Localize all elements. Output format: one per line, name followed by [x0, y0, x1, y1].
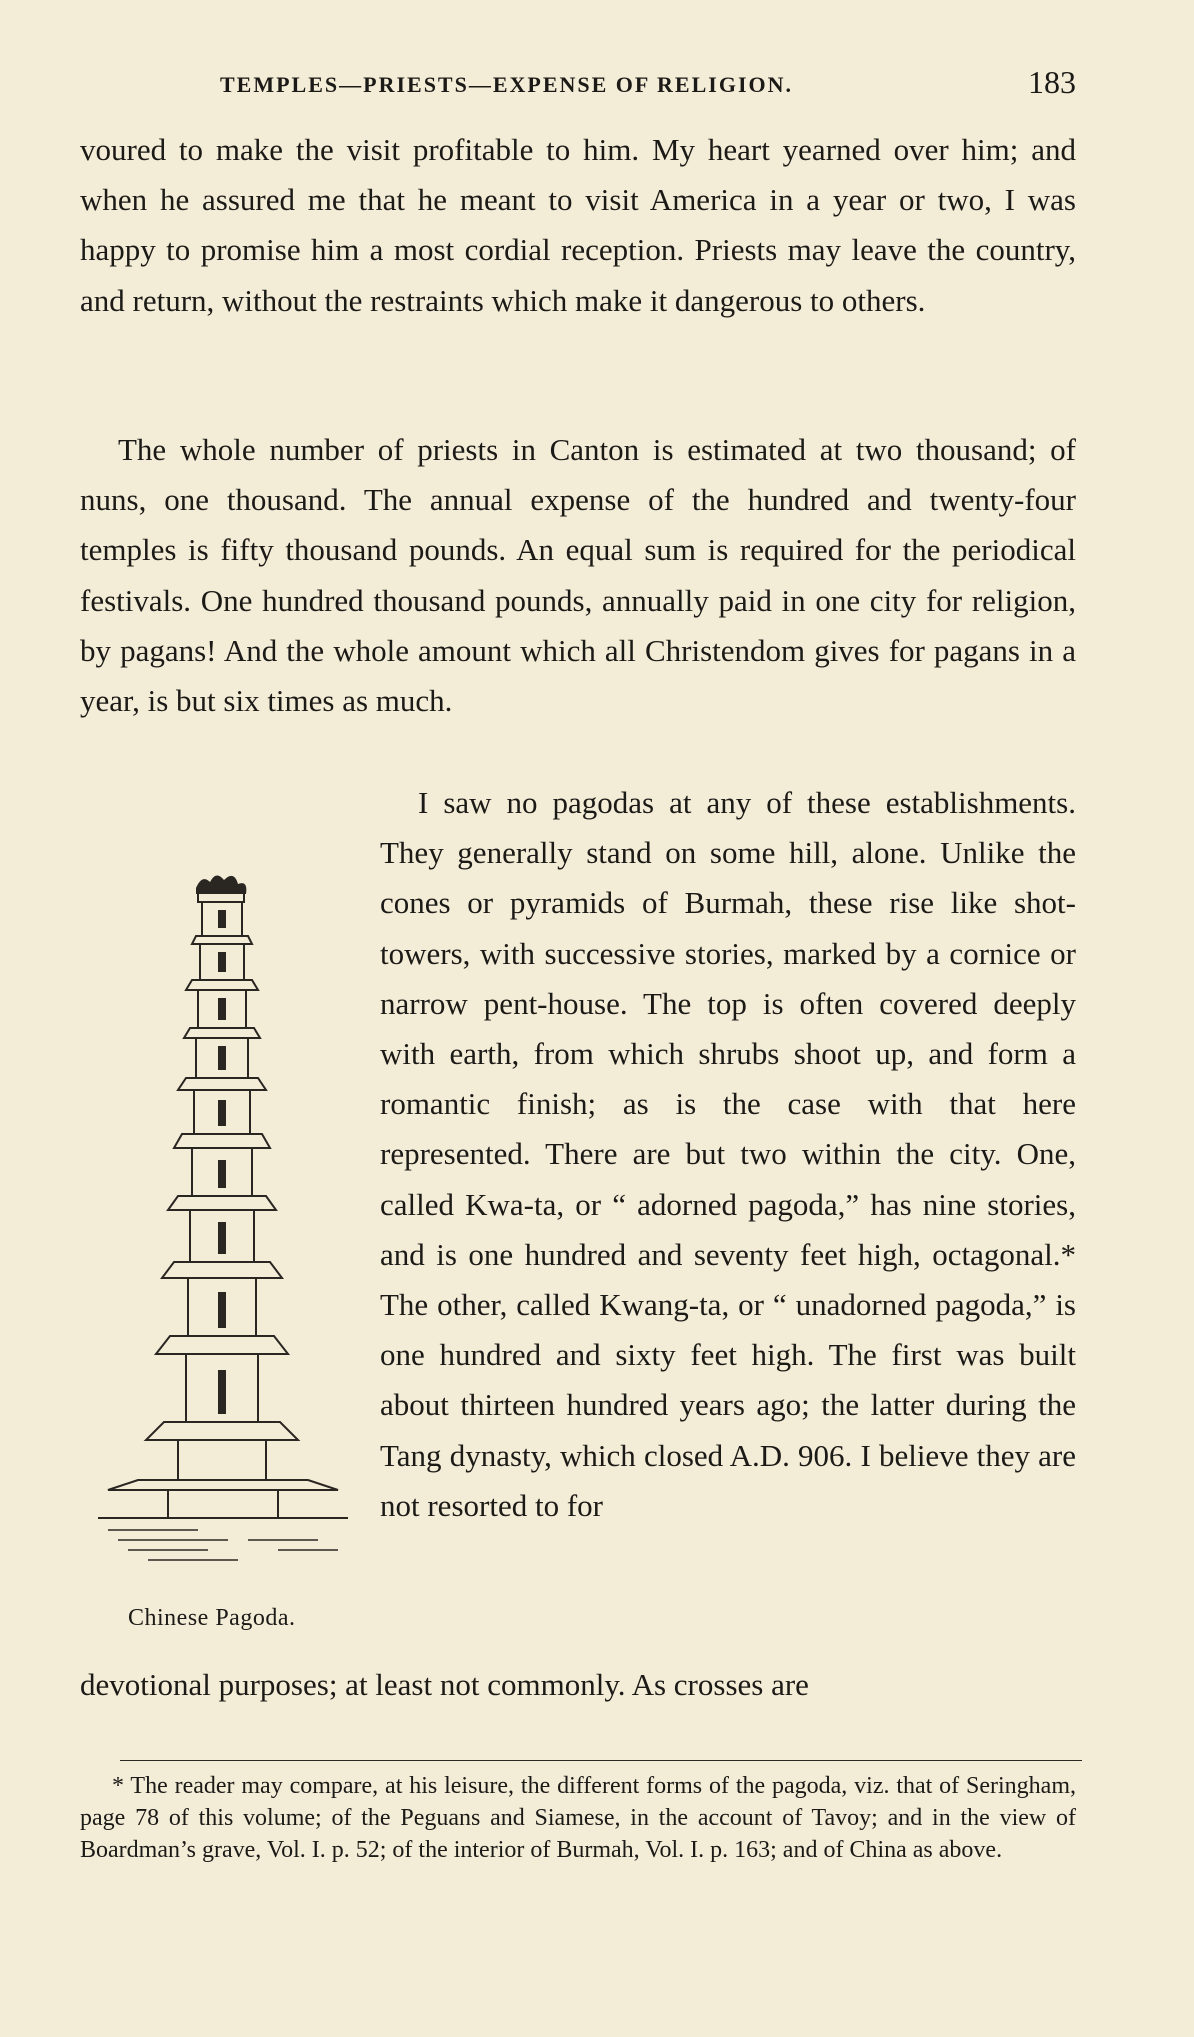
paragraph-2: The whole number of priests in Canton is estimated at two thousand; of nuns, one thousand. The annual expense of the hundred and twenty-four temples is fifty thousand pounds. An equal sum is required for the periodical festivals. One hundred thousand pounds, annually paid in one city for religion, by pagans! And the whole amount which all Christendom gives for pagans in a year, is but six times as much.: [80, 432, 1076, 719]
page-number: 183: [1028, 64, 1076, 100]
running-head: [80, 62, 1076, 110]
footnote: * The reader may compare, at his leisure, the different forms of the pagoda, viz. that of Seringham, page 78 of this volume; of the Peguans and Siamese, in the account of Tavoy; and in the view of Boardman’s grave, Vol. I. p. 52; of the interior of Burmah, Vol. I. p. 163; and of China as above.: [80, 1773, 1076, 1863]
paragraph-4: devotional purposes; at least not commonly. As crosses are: [80, 1667, 809, 1702]
footnote-rule: [120, 1760, 1082, 1761]
pagoda-illustration: [78, 850, 378, 1600]
paragraph-1: voured to make the visit profitable to him. My heart yearned over him; and when he assured me that he meant to visit America in a year or two, I was happy to promise him a most cordial reception. Priests may leave the country, and return, without the restraints which make it dangerous to others.: [80, 132, 1076, 318]
running-title: TEMPLES—PRIESTS—EXPENSE OF RELIGION.: [220, 72, 794, 97]
figure-caption: Chinese Pagoda.: [128, 1605, 296, 1631]
paragraph-3: I saw no pagodas at any of these establishments. They generally stand on some hill, alone. Unlike the cones or pyramids of Burmah, these rise like shot-towers, with successive stories, marked by a cornice or narrow pent-house. The top is often covered deeply with earth, from which shrubs shoot up, and form a romantic finish; as is the case with that here represented. There are but two within the city. One, called Kwa-ta, or “ adorned pagoda,” has nine stories, and is one hundred and seventy feet high, octagonal.* The other, called Kwang-ta, or “ unadorned pagoda,” is one hundred and sixty feet high. The first was built about thirteen hundred years ago; the latter during the Tang dynasty, which closed A.D. 906. I believe they are not resorted to for: [380, 785, 1076, 1523]
pagoda-figure: [78, 850, 378, 1630]
